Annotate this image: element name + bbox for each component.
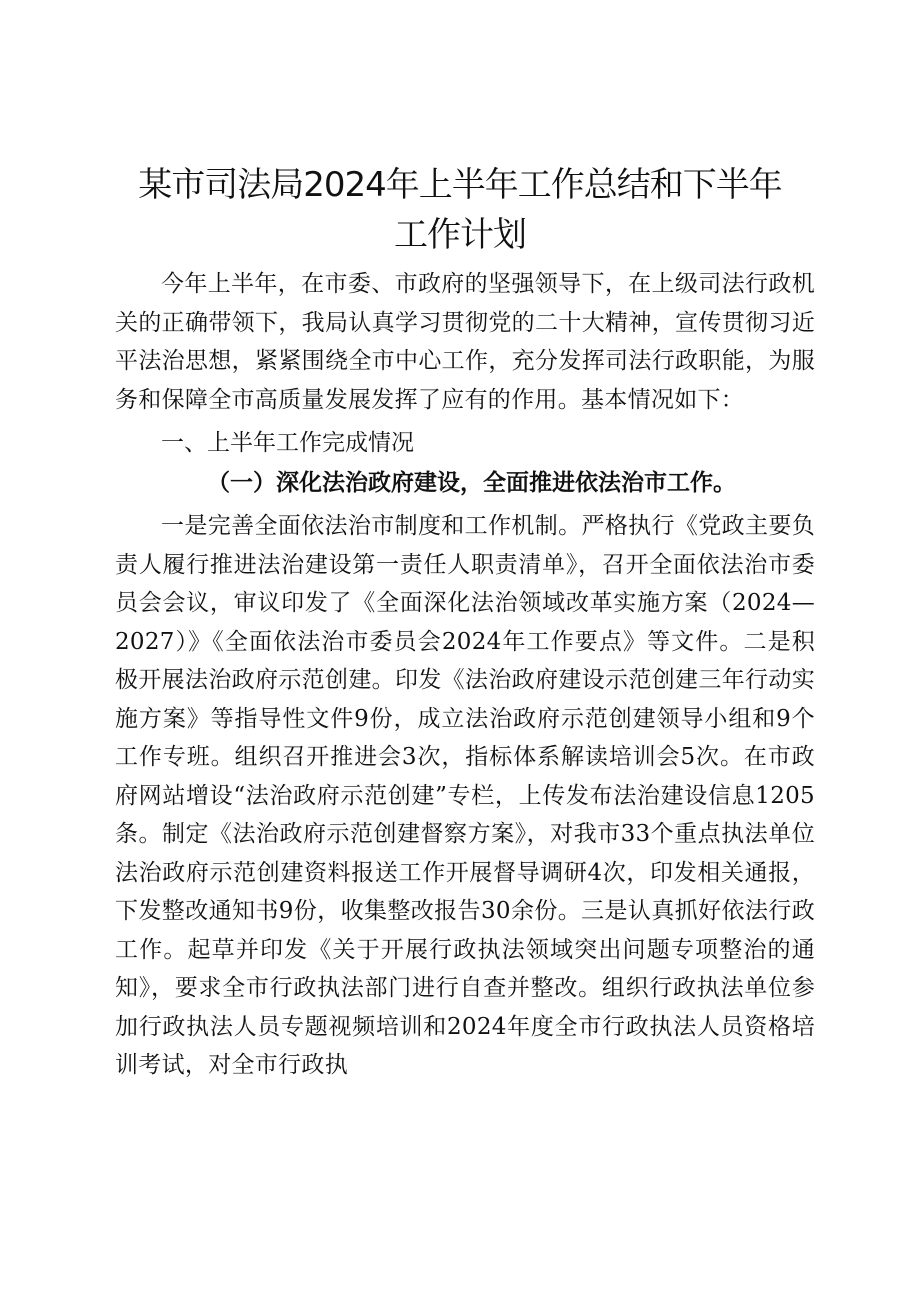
subsection-1-paragraph: 一是完善全面依法治市制度和工作机制。严格执行《党政主要负责人履行推进法治建设第一责任人职责清单》，召开全面依法治市委员会会议，审议印发了《全面深化法治领域改革实施方案（2024—2027）》《全面依法治市委员会2024年工作要点》等文件。二是积极开展法治政府示范创建。印发《法治政府建设示范创建三年行动实施方案》等指导性文件9份，成立法治政府示范创建领导小组和9个工作专班。组织召开推进会3次，指标体系解读培训会5次。在市政府网站增设“法治政府示范创建”专栏，上传发布法治建设信息1205条。制定《法治政府示范创建督察方案》，对我市33个重点执法单位法治政府示范创建资料报送工作开展督导调研4次，印发相关通报，下发整改通知书9份，收集整改报告30余份。三是认真抓好依法行政工作。起草并印发《关于开展行政执法领域突出问题专项整治的通知》，要求全市行政执法部门进行自查并整改。组织行政执法单位参加行政执法人员专题视频培训和2024年度全市行政执法人员资格培训考试，对全市行政执 (115, 513, 815, 1078)
document-body (115, 265, 815, 1085)
document-title-line-1: 某市司法局2024年上半年工作总结和下半年 (138, 165, 782, 205)
document-title (100, 160, 820, 260)
intro-paragraph: 今年上半年，在市委、市政府的坚强领导下，在上级司法行政机关的正确带领下，我局认真学习贯彻党的二十大精神，宣传贯彻习近平法治思想，紧紧围绕全市中心工作，充分发挥司法行政职能，为服务和保障全市高质量发展发挥了应有的作用。基本情况如下： (115, 271, 815, 413)
subsection-heading-1: （一）深化法治政府建设，全面推进依法治市工作。 (207, 469, 736, 496)
section-heading-1: 一、上半年工作完成情况 (161, 430, 414, 456)
document-title-line-2: 工作计划 (394, 215, 526, 255)
